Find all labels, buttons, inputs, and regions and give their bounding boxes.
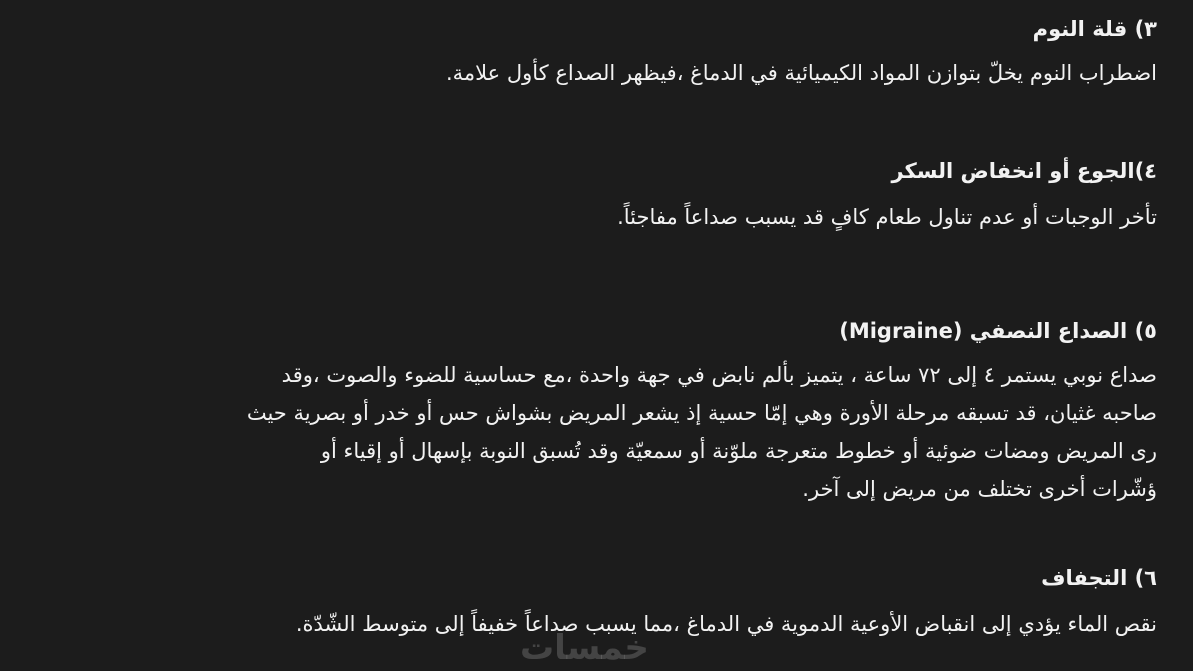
section-heading: ٤)الجوع أو انخفاض السكر [891,159,1157,183]
section-text-line: تأخر الوجبات أو عدم تناول طعام كافٍ قد يسبب صداعاً مفاجئاً. [617,205,1157,229]
section-text-line: صداع نوبي يستمر ٤ إلى ٧٢ ساعة ، يتميز بألم نابض في جهة واحدة ،مع حساسية للضوء والصوت ،وقد [281,363,1157,387]
section-migraine [0,316,1157,508]
section-heading: ٦) التجفاف [1041,566,1157,590]
watermark-logo: خمسات [520,628,649,668]
section-heading: ٥) الصداع النصفي (Migraine) [839,319,1157,343]
section-hunger-low-sugar [0,156,1157,236]
section-text-line: نقص الماء يؤدي إلى انقباض الأوعية الدموية في الدماغ ،مما يسبب صداعاً خفيفاً إلى متوسط الشّدّة. [295,612,1157,636]
section-text-line: اضطراب النوم يخلّ بتوازن المواد الكيميائية في الدماغ ،فيظهر الصداع كأول علامة. [445,61,1157,85]
section-text-line: صاحبه غثيان، قد تسبقه مرحلة الأورة وهي إمّا حسية إذ يشعر المريض بشواش حس أو خدر أو بصرية حيث [246,401,1157,425]
section-text-line: ؤشّرات أخرى تختلف من مريض إلى آخر. [802,477,1157,501]
section-text-line: رى المريض ومضات ضوئية أو خطوط متعرجة ملوّنة أو سمعيّة وقد تُسبق النوبة بإسهال أو إقياء أو [320,439,1157,463]
section-heading: ٣) قلة النوم [1032,17,1157,41]
section-sleep-deprivation [0,14,1157,92]
